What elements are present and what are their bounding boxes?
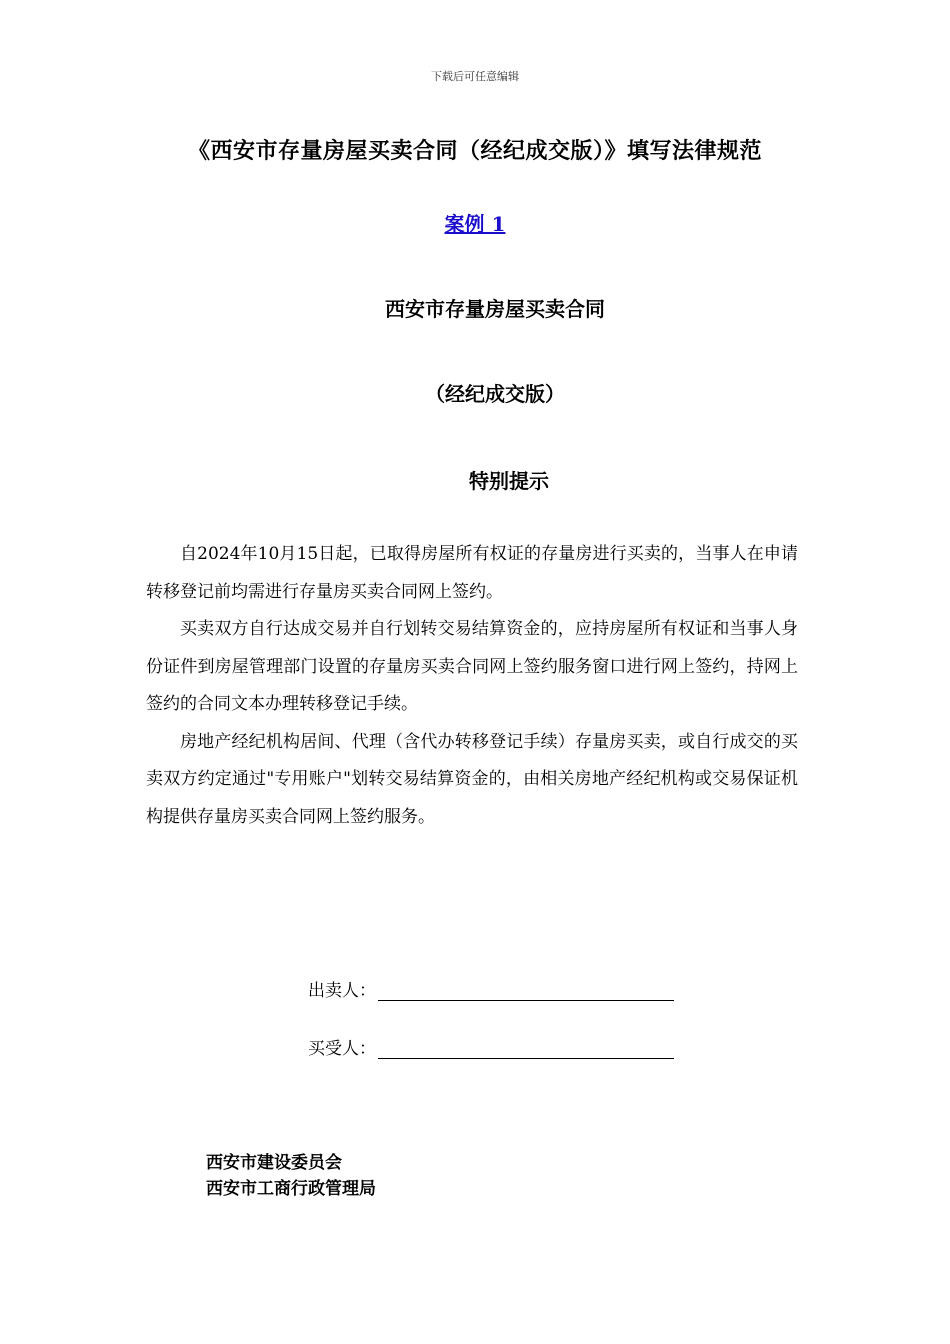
notice-paragraph: 房地产经纪机构居间、代理（含代办转移登记手续）存量房买卖，或自行成交的买卖双方约定通过"专用账户"划转交易结算资金的，由相关房地产经纪机构或交易保证机构提供存量房买卖合同网上签约服务。 (146, 731, 798, 827)
notice-heading: 特别提示 (469, 469, 549, 493)
case-link-container (0, 208, 950, 237)
seller-signature-line[interactable] (378, 982, 674, 1001)
issuer-block (206, 1150, 376, 1202)
seller-signature-row (308, 976, 674, 1001)
issuer-name: 西安市工商行政管理局 (206, 1179, 376, 1199)
seller-label: 出卖人： (308, 981, 376, 1001)
case-link[interactable]: 案例 1 (444, 212, 506, 236)
header-note: 下载后可任意编辑 (431, 70, 519, 83)
buyer-signature-row (308, 1034, 674, 1059)
contract-subtitle: （经纪成交版） (425, 382, 565, 406)
notice-paragraph: 买卖双方自行达成交易并自行划转交易结算资金的，应持房屋所有权证和当事人身份证件到房屋管理部门设置的存量房买卖合同网上签约服务窗口进行网上签约，持网上签约的合同文本办理转移登记手续。 (146, 619, 798, 714)
notice-body (146, 536, 798, 836)
contract-title: 西安市存量房屋买卖合同 (385, 297, 605, 321)
notice-paragraph: 自2024年10月15日起，已取得房屋所有权证的存量房进行买卖的，当事人在申请转移登记前均需进行存量房买卖合同网上签约。 (146, 544, 798, 602)
buyer-signature-line[interactable] (378, 1040, 674, 1059)
issuer-name: 西安市建设委员会 (206, 1153, 342, 1173)
buyer-label: 买受人： (308, 1039, 376, 1059)
page-title: 《西安市存量房屋买卖合同（经纪成交版）》填写法律规范 (187, 138, 762, 164)
